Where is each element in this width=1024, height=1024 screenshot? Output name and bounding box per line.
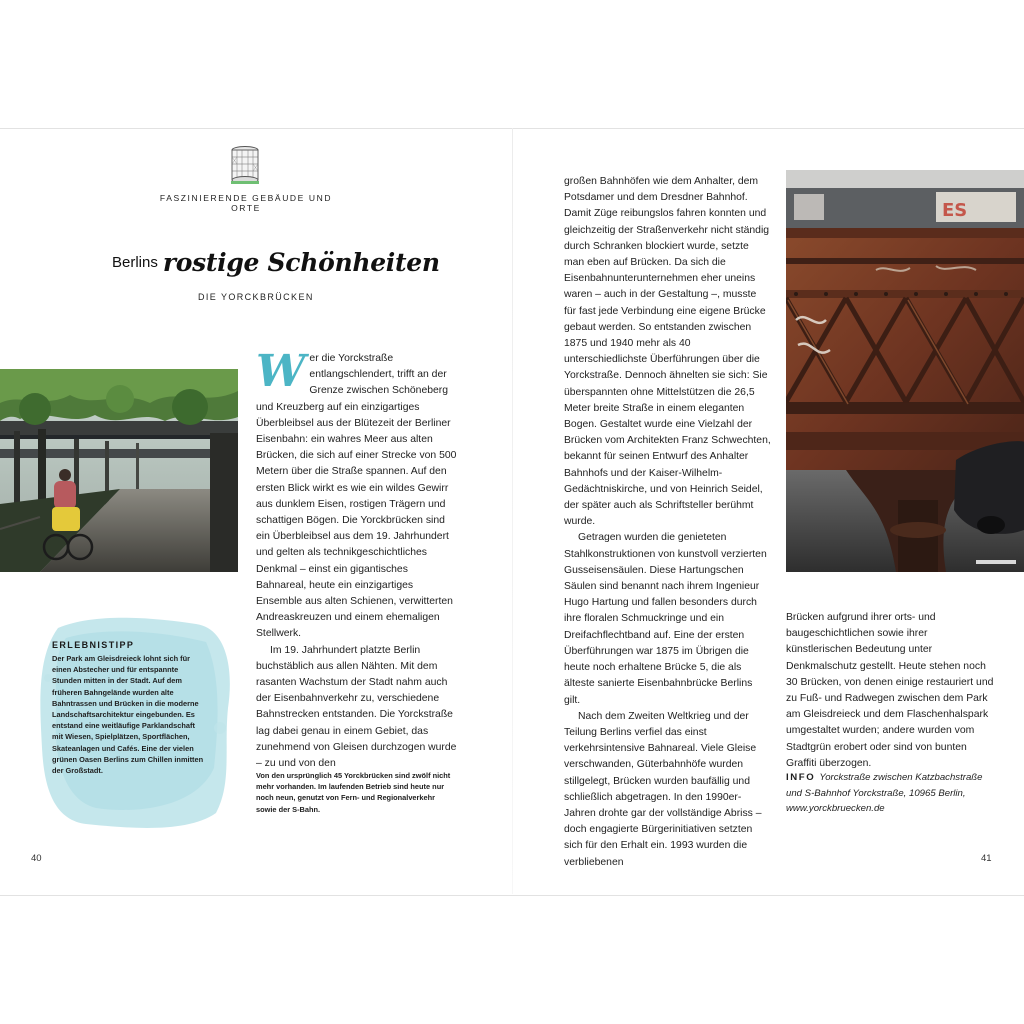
- gasometer-icon: [229, 145, 261, 187]
- photo-caption: Von den ursprünglich 45 Yorckbrücken sind zwölf nicht mehr vorhanden. Im laufenden Betrieb sind heute nur noch neun, genutzt von Fern- und Regionalverkehr sowie der S-Bahn.: [256, 771, 451, 814]
- page-number-left: 40: [31, 853, 42, 864]
- article-column-2: [564, 174, 771, 871]
- paragraph: Getragen wurden die genieteten Stahlkonstruktionen von kunstvoll verzierten Gusseisensäulen. Diese Hartungschen Säulen sind benannt nach ihrem Ingenieur Hugo Hartung und fallen besonders durch ihre floralen Schmuckringe und ein Dreifachflechtband auf. Eine der ersten Überführungen war 1875 im Übrigen die heute noch erhaltene Brücke 5, die als älteste sanierte Eisenbahnbrücke Berlins gilt.: [564, 532, 767, 706]
- article-title: [112, 248, 440, 277]
- info-box: [786, 770, 996, 817]
- info-url[interactable]: www.yorckbruecken.de: [786, 803, 885, 815]
- paragraph: großen Bahnhöfen wie dem Anhalter, dem Potsdamer und dem Dresdner Bahnhof. Damit Züge reibungslos fahren konnten und gleichzeitig der Straßenverkehr nicht ständig durch Schranken blockiert wurde, setzte man eben auf Brücken. Da sich die Eisenbahnunterunternehmen eher uneins waren – auch in der Gestaltung –, musste für fast jede Verbindung eine eigene Brücke gebaut werden. So entstanden zwischen 1875 und 1940 mehr als 40 unterschiedlichste Überführungen über die Yorckstraße. Dennoch ähnelten sie sich: Sie überspannten ohne Mittelstützen die 26,5 Meter breite Straße in einem eleganten Bogen. Gestaltet wurde eine Vielzahl der Brücken vom Architekten Franz Schwechten, bekannt für seinen Entwurf des Anhalter Bahnhofs und der Kaiser-Wilhelm-Gedächtniskirche, und von Heinrich Seidel, der später auch als Schriftsteller berühmt wurde.: [564, 176, 771, 528]
- title-plain: Berlins: [112, 254, 158, 271]
- info-address: Yorckstraße zwischen Katzbachstraße und S-Bahnhof Yorckstraße, 10965 Berlin,: [786, 772, 983, 799]
- paragraph: Nach dem Zweiten Weltkrieg und der Teilung Berlins verfiel das einst verkehrsintensive Bahnareal. Viele Gleise verschwanden, Güterbahnhöfe wurden stillgelegt, Brücken wurden baufällig und schließlich abgetragen. In den 1990er-Jahren drohte gar der vollständige Abriss – doch engagierte Bürgerinitiativen setzten sich für den Erhalt ein. 1993 wurden die verbliebenen: [564, 710, 762, 868]
- title-script: rostige Schönheiten: [162, 248, 440, 277]
- paragraph: Im 19. Jahrhundert platzte Berlin buchstäblich aus allen Nähten. Mit dem rasanten Wachstum der Stadt nahm auch der Eisenbahnverkehr zu, verschiedene Bahnstrecken entstanden. Die Yorckstraße lag dabei genau in einem Gebiet, das zunehmend von Gleisen durchzogen wurde – zu und von den: [256, 644, 457, 770]
- svg-text:ES: ES: [942, 200, 968, 221]
- page-number-right: 41: [981, 853, 992, 864]
- category-label: FASZINIERENDE GEBÄUDE UND ORTE: [159, 193, 333, 213]
- article-column-3: [786, 610, 996, 772]
- paragraph: Brücken aufgrund ihrer orts- und baugeschichtlichen sowie ihrer künstlerischen Bedeutung unter Denkmalschutz gestellt. Heute stehen noch 30 Brücken, von denen einige restauriert und zu Fuß- und Radwegen zwischen dem Park am Gleisdreieck und dem Flaschenhalspark umgestaltet wurden; andere wurden vom Stadtgrün erobert oder sind von bunten Graffiti überzogen.: [786, 612, 994, 769]
- info-label: INFO: [786, 772, 816, 783]
- tipp-text: Der Park am Gleisdreieck lohnt sich für einen Abstecher und für entspannte Stunden mitten in der Stadt. Auf dem früheren Bahngelände wurden alte Bahntrassen und Brücken in die moderne Landschaftsarchitektur eingebunden. Es entstand eine weitläufige Parklandschaft mit Wiesen, Spielplätzen, Sportflächen, Skateanlagen und Cafés. Eine der vielen grünen Oasen Berlins zum Chillen inmitten der Großstadt.: [52, 654, 204, 776]
- paragraph: er die Yorckstraße entlangschlendert, trifft an der Grenze zwischen Schöneberg und Kreuzberg auf ein einzigartiges Überbleibsel aus der Blütezeit der Berliner Eisenbahn: ein wahres Meer aus alten Brücken, die sich auf einer Strecke von 500 Metern über die Straße spannen. Auf den ersten Blick wirkt es wie ein wildes Gewirr aus dunklem Eisen, rostigen Trägern und schattigen Bögen. Die Yorckbrücken sind ein Überbleibsel aus dem 19. Jahrhundert und gelten als technikgeschichtliches Denkmal – einst ein gigantisches Bahnareal, heute ein einzigartiges Ensemble aus alten Schienen, verwitterten Andreaskreuzen und einem ehemaligen Stellwerk.: [256, 353, 457, 640]
- article-column-1: [256, 346, 458, 772]
- article-subtitle: DIE YORCKBRÜCKEN: [198, 292, 314, 302]
- page-gutter: [512, 128, 513, 894]
- tipp-title: ERLEBNISTIPP: [52, 640, 135, 650]
- rusty-bridge-photo: [786, 170, 1024, 572]
- erlebnistipp-box: [52, 640, 207, 776]
- drop-cap: W: [256, 346, 306, 397]
- tree-lined-path-photo: [0, 369, 238, 572]
